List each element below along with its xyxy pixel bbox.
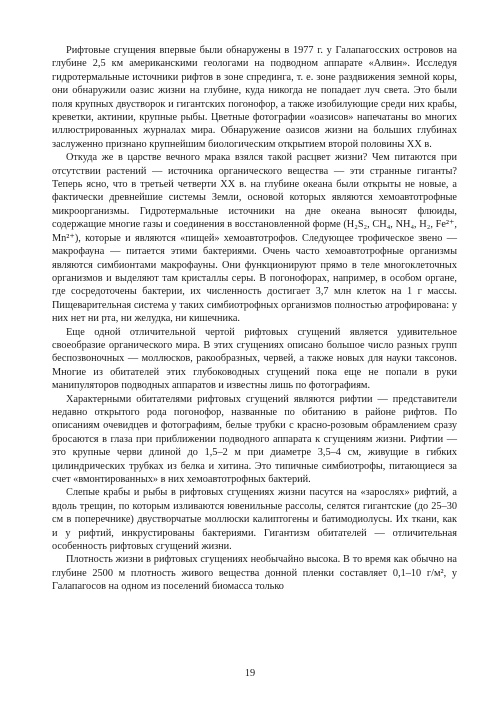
paragraph-crabs-fish: Слепые крабы и рыбы в рифтовых сгущениях жизни пасутся на «зарослях» рифтий, а вдоль трещин, по которым изливаются ювенильные рассолы, селятся гигантские (до 25–30 см в поперечнике) двустворчатые моллюски калиптогены и батимодиолусы. Их ткани, как и у рифтий, инкрустированы бактериями. Гигантизм обитателей — отличительная особенность рифтовых сгущений жизни. (52, 487, 457, 553)
paragraph-discovery: Рифтовые сгущения впервые были обнаружены в 1977 г. у Галапагосских островов на глубине 2,5 км американскими геологами на подводном аппарате «Алвин». Исследуя гидротермальные источники рифтов в зоне спрединга, т. е. зоне раздвижения земной коры, они обнаружили оазис жизни на глубине, куда никогда не попадает луч света. Это были поля крупных двустворок и гигантских погонофор, а также изобилующие среди них крабы, креветки, актинии, крупные рыбы. Цветные фотографии «оазисов» напечатаны во многих иллюстрированных журналах мира. Обнаружение оазисов жизни на больших глубинах заслуженно признано крупнейшим биологическим открытием второй половины XX в. (52, 45, 457, 150)
paragraph-diversity: Еще одной отличительной чертой рифтовых сгущений является удивительное своеобразие органического мира. В этих сгущениях описано большое число разных групп беспозвоночных — моллюсков, ракообразных, червей, а также новых для науки таксонов. Многие из обитателей этих глубоководных сгущений пока еще не попали в руки манипуляторов подводных аппаратов и известны лишь по фотографиям. (52, 326, 457, 392)
paragraph-riftia: Характерными обитателями рифтовых сгущений являются рифтии — представители недавно открытого рода погонофор, названные по обитанию в районе рифтов. По описаниям очевидцев и фотографиям, белые трубки с красно-розовым обрамлением сразу бросаются в глаза при приближении подводного аппарата к сгущениям жизни. Рифтии — это крупные черви длиной до 1,5–2 м при диаметре 3,5–4 см, живущие в гибких цилиндрических трубках из белка и хитина. Это типичные симбиотрофы, питающиеся за счет «вмонтированных» в них хемоавтотрофных бактерий. (52, 393, 457, 485)
paragraph-chemoautotrophs: Откуда же в царстве вечного мрака взялся такой расцвет жизни? Чем питаются при отсутствии растений — источника органического вещества — эти странные гиганты? Теперь ясно, что в третьей четверти XX в. на глубине океана были открыты не новые, а фактически древнейшие системы Земли, основой которых являются хемоавтотрофные микроорганизмы. Гидротермальные источники на дне океана выносят флюиды, содержащие многие газы и соединения в восстановленной форме (H₂S₂, CH₄, NH₄, H₂, Fe²⁺, Mn²⁺), которые и являются «пищей» хемоавтотрофов. Следующее трофическое звено — макрофауна — питается этими бактериями. Очень часто хемоавтотрофные организмы являются симбионтами макрофауны. Они функционируют прямо в теле многоклеточных организмов и выделяют там кристаллы серы. В погонофорах, например, в особом органе, где сосредоточены бактерии, их численность достигает 3,7 млн клеток на 1 г массы. Пищеварительная система у таких симбиотрофных организмов полностью атрофирована: у них нет ни рта, ни желудка, ни кишечника. (52, 152, 457, 325)
paragraph-density: Плотность жизни в рифтовых сгущениях необычайно высока. В то время как обычно на глубине 2500 м плотность живого вещества донной пленки составляет 0,1–10 г/м², у Галапагосов на одном из поселений биомасса только (52, 554, 457, 593)
page-number: 19 (244, 668, 256, 679)
body-text (52, 44, 457, 594)
